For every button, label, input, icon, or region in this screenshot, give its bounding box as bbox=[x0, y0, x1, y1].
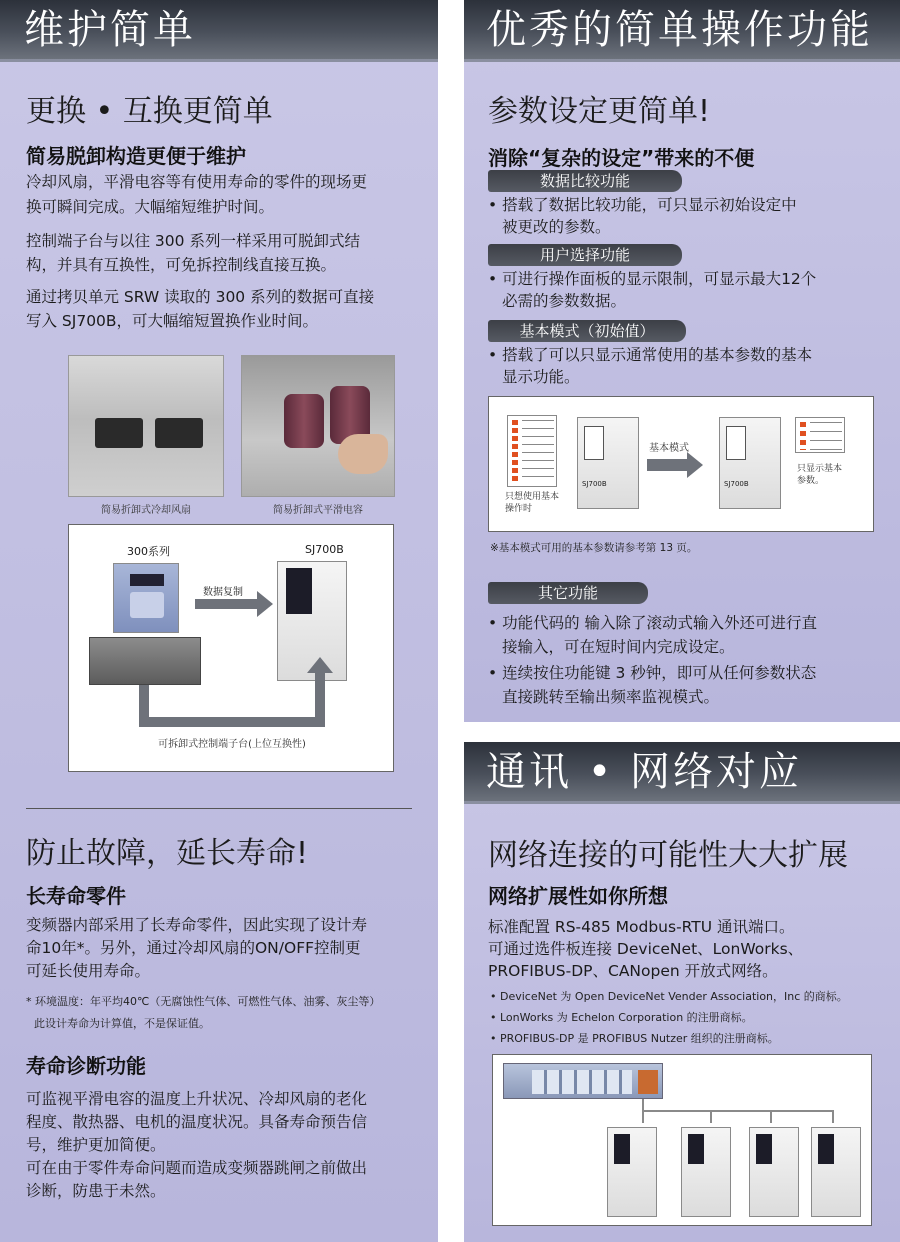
network-inverter-4 bbox=[811, 1127, 861, 1217]
fan-unit-right bbox=[155, 418, 203, 448]
right-bottom-panel bbox=[464, 742, 900, 1242]
inverter-sj700b-panel bbox=[286, 568, 312, 614]
right-top-panel bbox=[464, 0, 900, 722]
diag-right-label-a: 只显示基本 bbox=[797, 464, 843, 474]
basic-mode-arrow-head bbox=[687, 452, 703, 478]
rt-bullet-3b: 显示功能。 bbox=[502, 368, 580, 386]
rt-bullet-4a: • 功能代码的 输入除了滚动式输入外还可进行直 bbox=[488, 614, 817, 632]
network-inverter-3 bbox=[749, 1127, 799, 1217]
sec2-subtitle-2: 寿命诊断功能 bbox=[26, 1054, 146, 1078]
rb-title: 网络连接的可能性大大扩展 bbox=[488, 838, 848, 873]
inverter-300 bbox=[113, 563, 179, 633]
rt-bullet-4b: 接输入，可在短时间内完成设定。 bbox=[502, 638, 735, 656]
tag-basic-mode: 基本模式（初始值） bbox=[488, 320, 686, 342]
tag-other-functions: 其它功能 bbox=[488, 582, 648, 604]
capacitor-photo bbox=[241, 355, 395, 497]
network-inverter-1 bbox=[607, 1127, 657, 1217]
inverter-300-keys bbox=[130, 592, 164, 618]
sec2-subtitle-1: 长寿命零件 bbox=[26, 884, 126, 908]
rt-bullet-5b: 直接跳转至输出频率监视模式。 bbox=[502, 688, 720, 706]
capacitor-cylinder-1 bbox=[284, 394, 324, 448]
left-panel bbox=[0, 0, 438, 1242]
sec1-para3b: 写入 SJ700B，可大幅缩短置换作业时间。 bbox=[26, 312, 319, 330]
network-inverter-2 bbox=[681, 1127, 731, 1217]
basic-mode-note: ※基本模式可用的基本参数请参考第 13 页。 bbox=[490, 542, 698, 554]
diag-left-label-b: 操作时 bbox=[505, 504, 533, 514]
right-top-header: 优秀的简单操作功能 bbox=[464, 0, 900, 62]
sec2-title: 防止故障，延长寿命! bbox=[26, 836, 309, 871]
sec1-para1a: 冷却风扇，平滑电容等有使用寿命的零件的现场更 bbox=[26, 173, 368, 191]
sec2-para1c: 可延长使用寿命。 bbox=[26, 962, 151, 980]
rt-bullet-1b: 被更改的参数。 bbox=[502, 218, 611, 236]
rb-note-3: • PROFIBUS-DP 是 PROFIBUS Nutzer 组织的注册商标。 bbox=[490, 1032, 779, 1045]
rb-para-2: 可通过选件板连接 DeviceNet、LonWorks、 bbox=[488, 940, 804, 958]
label-sj700b: SJ700B bbox=[305, 543, 344, 556]
rt-bullet-2a: • 可进行操作面板的显示限制，可显示最大12个 bbox=[488, 270, 817, 288]
copy-arrow-shaft bbox=[195, 599, 257, 609]
inverter-300-display bbox=[130, 574, 164, 586]
sec1-subtitle: 简易脱卸构造更便于维护 bbox=[26, 144, 246, 168]
diagram-inverter-left bbox=[577, 417, 639, 509]
diag-right-label-b: 参数。 bbox=[797, 476, 825, 486]
sec1-para1b: 换可瞬间完成。大幅缩短维护时间。 bbox=[26, 198, 275, 216]
fan-photo bbox=[68, 355, 224, 497]
fan-photo-caption: 简易折卸式冷却风扇 bbox=[101, 505, 191, 516]
tag-data-compare: 数据比较功能 bbox=[488, 170, 682, 192]
sec2-para1b: 命10年*。另外，通过冷却风扇的ON/OFF控制更 bbox=[26, 939, 361, 957]
sec2-para2d: 可在由于零件寿命问题而造成变频器跳闸之前做出 bbox=[26, 1159, 368, 1177]
sec1-para2b: 构，并具有互换性，可免拆控制线直接互换。 bbox=[26, 256, 337, 274]
sec2-para2a: 可监视平滑电容的温度上升状况、冷却风扇的老化 bbox=[26, 1090, 368, 1108]
sec2-note-1: * 环境温度：年平均40℃（无腐蚀性气体、可燃性气体、油雾、灰尘等） bbox=[26, 995, 381, 1008]
diagram-inverter-right bbox=[719, 417, 781, 509]
rb-note-1: • DeviceNet 为 Open DeviceNet Vender Association，Inc 的商标。 bbox=[490, 990, 848, 1003]
return-arrow-horizontal bbox=[139, 717, 325, 727]
rb-subtitle: 网络扩展性如你所想 bbox=[488, 884, 668, 908]
tag-user-select: 用户选择功能 bbox=[488, 244, 682, 266]
basic-mode-diagram bbox=[488, 396, 874, 532]
rt-bullet-5a: • 连续按住功能键 3 秒钟，即可从任何参数状态 bbox=[488, 664, 817, 682]
return-arrow-vertical-right bbox=[315, 671, 325, 727]
right-bottom-header: 通讯 • 网络对应 bbox=[464, 742, 900, 804]
section-divider bbox=[26, 808, 412, 809]
sec2-para2e: 诊断，防患于未然。 bbox=[26, 1182, 166, 1200]
data-copy-diagram bbox=[68, 524, 394, 772]
rb-note-2: • LonWorks 为 Echelon Corporation 的注册商标。 bbox=[490, 1011, 753, 1024]
sec2-note-2: 此设计寿命为计算值，不是保证值。 bbox=[34, 1017, 210, 1030]
label-300-series: 300系列 bbox=[127, 545, 170, 558]
diagram-inverter-right-label: SJ700B bbox=[724, 480, 749, 488]
sec1-title: 更换 • 互换更简单 bbox=[26, 94, 273, 129]
sec2-para2c: 号，维护更加简便。 bbox=[26, 1136, 166, 1154]
rb-para-3: PROFIBUS-DP、CANopen 开放式网络。 bbox=[488, 962, 778, 980]
fan-unit-left bbox=[95, 418, 143, 448]
basic-mode-label: 基本模式 bbox=[649, 443, 689, 454]
sec2-para1a: 变频器内部采用了长寿命零件，因此实现了设计寿 bbox=[26, 916, 368, 934]
sec2-para2b: 程度、散热器、电机的温度状况。具备寿命预告信 bbox=[26, 1113, 368, 1131]
hand-shape bbox=[338, 434, 388, 474]
capacitor-photo-caption: 简易折卸式平滑电容 bbox=[273, 505, 363, 516]
terminal-block-photo bbox=[89, 637, 201, 685]
diagram-inverter-left-panel bbox=[584, 426, 604, 460]
network-inverter-3-panel bbox=[756, 1134, 772, 1164]
rb-para-1: 标准配置 RS-485 Modbus-RTU 通讯端口。 bbox=[488, 918, 795, 936]
rt-bullet-1a: • 搭载了数据比较功能，可只显示初始设定中 bbox=[488, 196, 797, 214]
rt-bullet-3a: • 搭载了可以只显示通常使用的基本参数的基本 bbox=[488, 346, 813, 364]
param-list-left bbox=[507, 415, 557, 487]
copy-arrow-head bbox=[257, 591, 273, 617]
diag-left-label-a: 只想使用基本 bbox=[505, 492, 560, 502]
diagram-inverter-right-panel bbox=[726, 426, 746, 460]
data-copy-diagram-caption: 可拆卸式控制端子台(上位互换性) bbox=[158, 739, 306, 750]
rt-subtitle: 消除“复杂的设定”带来的不便 bbox=[488, 146, 755, 170]
param-list-right bbox=[795, 417, 845, 453]
sec1-para2a: 控制端子台与以往 300 系列一样采用可脱卸式结 bbox=[26, 232, 360, 250]
network-inverter-1-panel bbox=[614, 1134, 630, 1164]
rt-title: 参数设定更简单! bbox=[488, 94, 711, 129]
basic-mode-arrow-shaft bbox=[647, 459, 687, 471]
sec1-para3a: 通过拷贝单元 SRW 读取的 300 系列的数据可直接 bbox=[26, 288, 375, 306]
network-diagram bbox=[492, 1054, 872, 1226]
return-arrow-head bbox=[307, 657, 333, 673]
rt-bullet-2b: 必需的参数数据。 bbox=[502, 292, 627, 310]
diagram-inverter-left-label: SJ700B bbox=[582, 480, 607, 488]
left-panel-header: 维护简单 bbox=[0, 0, 438, 62]
network-inverter-4-panel bbox=[818, 1134, 834, 1164]
network-inverter-2-panel bbox=[688, 1134, 704, 1164]
data-copy-label: 数据复制 bbox=[203, 587, 243, 598]
